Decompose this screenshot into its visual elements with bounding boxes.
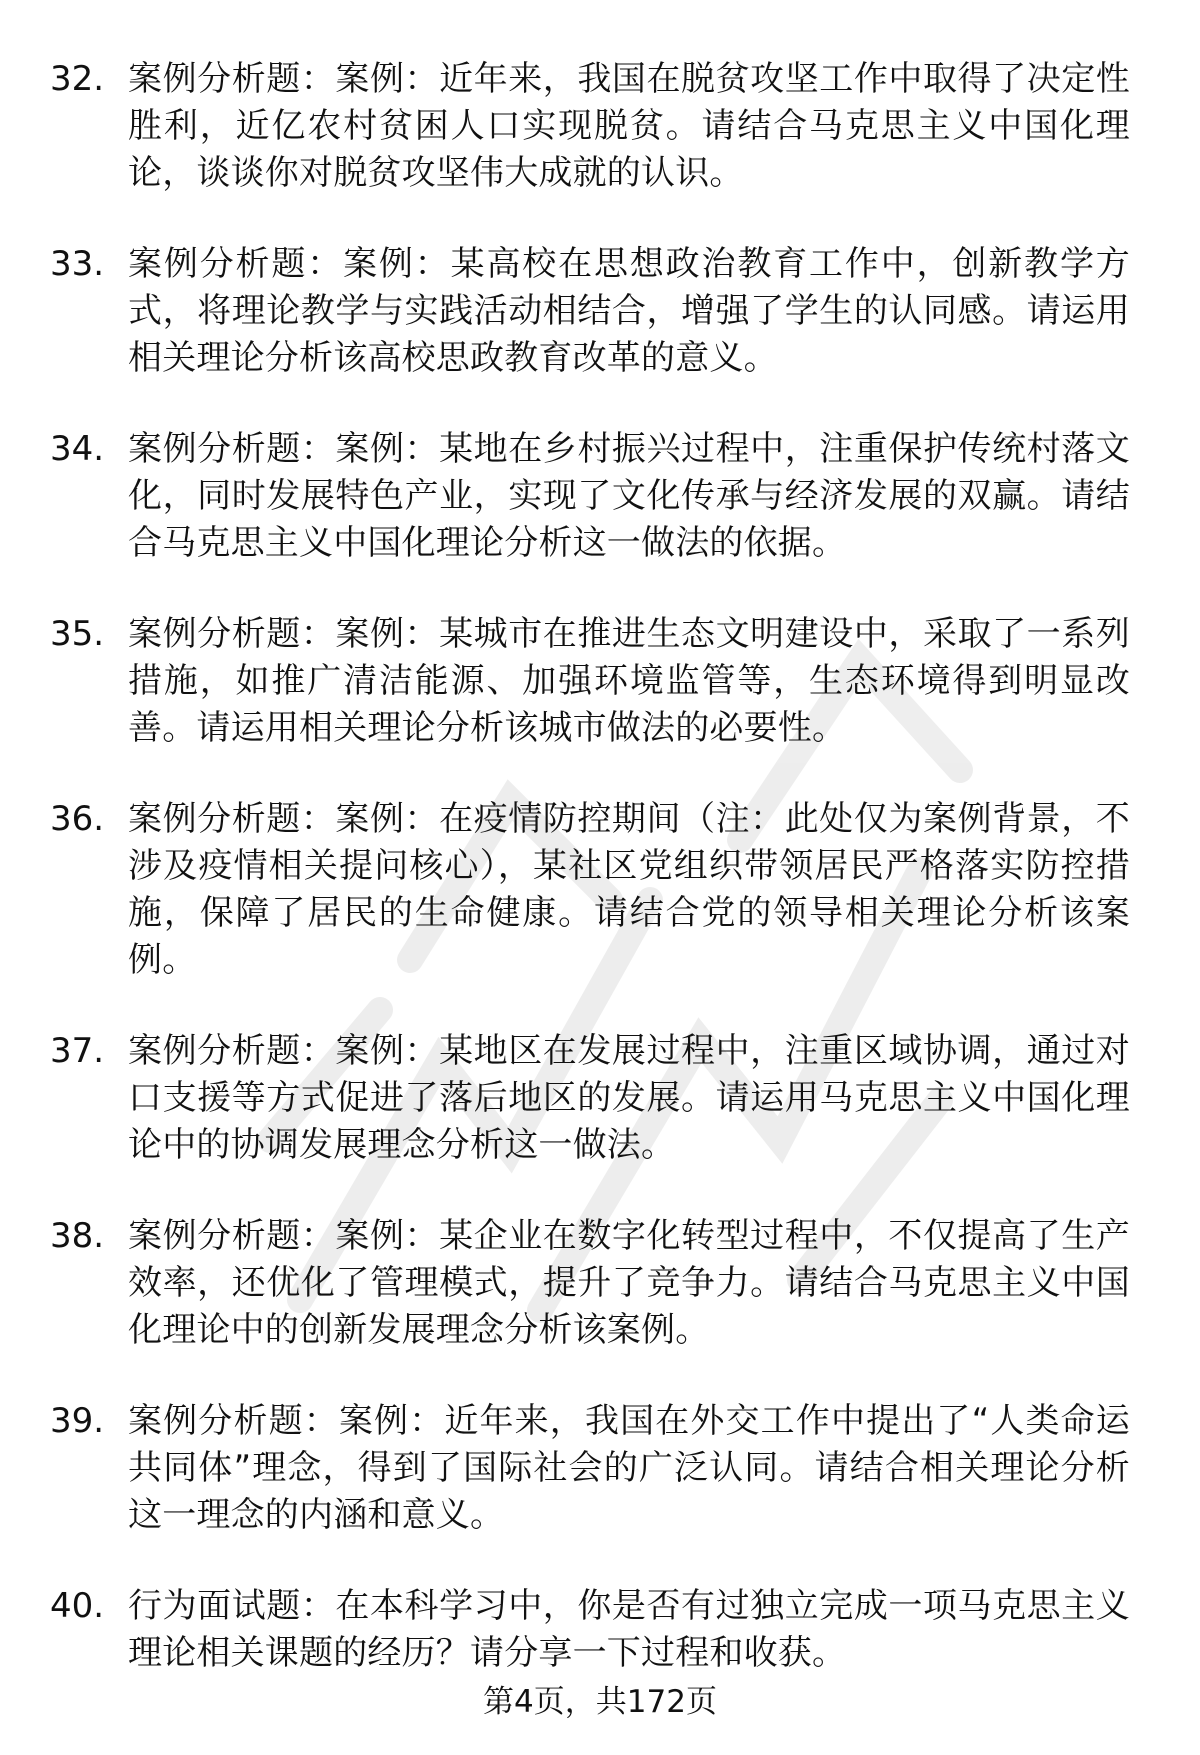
question-number: 33.	[50, 244, 105, 284]
question-text: 案例分析题：案例：某城市在推进生态文明建设中，采取了一系列措施，如推广清洁能源、加强环境监管等，生态环境得到明显改善。请运用相关理论分析该城市做法的必要性。	[128, 614, 1130, 748]
question-number: 36.	[50, 799, 105, 839]
question-item-36	[50, 796, 1130, 984]
question-text: 案例分析题：案例：某企业在数字化转型过程中，不仅提高了生产效率，还优化了管理模式，提升了竞争力。请结合马克思主义中国化理论中的创新发展理念分析该案例。	[128, 1216, 1130, 1350]
question-item-34	[50, 426, 1130, 567]
question-item-32	[50, 56, 1130, 197]
question-text: 案例分析题：案例：某地区在发展过程中，注重区域协调，通过对口支援等方式促进了落后地区的发展。请运用马克思主义中国化理论中的协调发展理念分析这一做法。	[128, 1031, 1130, 1165]
question-item-40	[50, 1583, 1130, 1677]
question-text: 案例分析题：案例：近年来，我国在脱贫攻坚工作中取得了决定性胜利，近亿农村贫困人口实现脱贫。请结合马克思主义中国化理论，谈谈你对脱贫攻坚伟大成就的认识。	[128, 59, 1130, 193]
question-item-35	[50, 611, 1130, 752]
question-number: 39.	[50, 1401, 105, 1441]
question-number: 38.	[50, 1216, 105, 1256]
question-text: 案例分析题：案例：近年来，我国在外交工作中提出了“人类命运共同体”理念，得到了国际社会的广泛认同。请结合相关理论分析这一理念的内涵和意义。	[128, 1401, 1130, 1535]
question-text: 案例分析题：案例：某地在乡村振兴过程中，注重保护传统村落文化，同时发展特色产业，实现了文化传承与经济发展的双赢。请结合马克思主义中国化理论分析这一做法的依据。	[128, 429, 1130, 563]
question-number: 40.	[50, 1586, 105, 1626]
question-item-33	[50, 241, 1130, 382]
question-list	[50, 56, 1130, 1721]
question-number: 32.	[50, 59, 105, 99]
question-text: 案例分析题：案例：在疫情防控期间（注：此处仅为案例背景，不涉及疫情相关提问核心），某社区党组织带领居民严格落实防控措施，保障了居民的生命健康。请结合党的领导相关理论分析该案例。	[128, 799, 1130, 980]
question-number: 35.	[50, 614, 105, 654]
question-number: 34.	[50, 429, 105, 469]
question-text: 行为面试题：在本科学习中，你是否有过独立完成一项马克思主义理论相关课题的经历？请分享一下过程和收获。	[128, 1586, 1130, 1673]
question-item-38	[50, 1213, 1130, 1354]
question-number: 37.	[50, 1031, 105, 1071]
page-footer: 第4页，共172页	[483, 1684, 717, 1720]
question-text: 案例分析题：案例：某高校在思想政治教育工作中，创新教学方式，将理论教学与实践活动相结合，增强了学生的认同感。请运用相关理论分析该高校思政教育改革的意义。	[128, 244, 1130, 378]
question-item-37	[50, 1028, 1130, 1169]
question-item-39	[50, 1398, 1130, 1539]
